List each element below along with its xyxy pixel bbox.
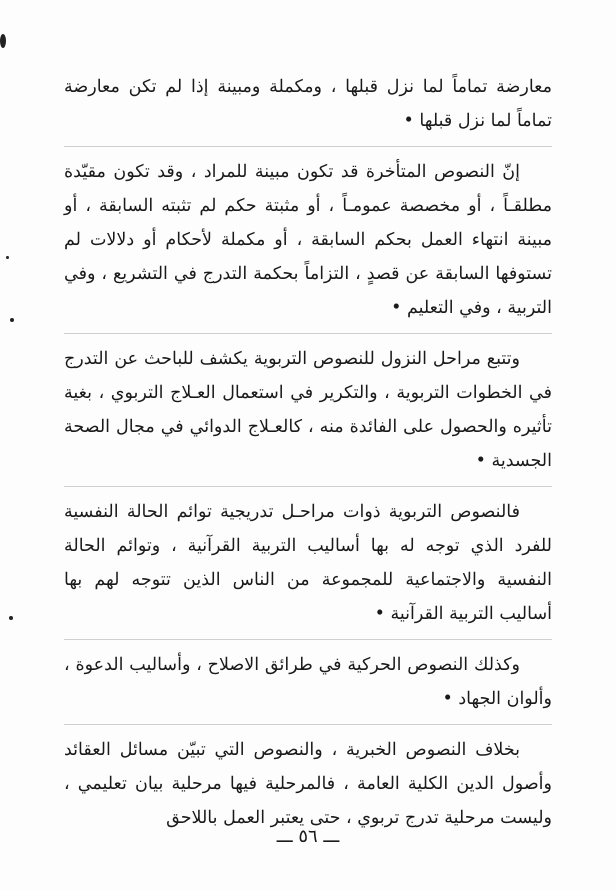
paragraph-4: فالنصوص التربوية ذوات مراحـل تدريجية توائم الحالة النفسية للفرد الذي توجه له بها أساليب التربية القرآنية ، وتوائم الحالة النفسية والاجتماعية للمجموعة من الناس الذين تتوجه لهم بها أساليب التربية القرآنية • bbox=[64, 495, 552, 640]
paragraph-2: إنّ النصوص المتأخرة قد تكون مبينة للمراد ، وقد تكون مقيّدة مطلقـاً ، أو مخصصة عمومـاً ، أو مثبتة حكم لم تثبته السابقة ، أو مبينة انتهاء العمل بحكم السابقة ، أو مكملة لأحكام أو دلالات لم تستوفها السابقة عن قصدٍ ، التزاماً بحكمة التدرج في التشريع ، وفي التربية ، وفي التعليم • bbox=[64, 155, 552, 334]
scan-mark bbox=[10, 318, 14, 322]
paragraph-1: معارضة تماماً لما نزل قبلها ، ومكملة ومبينة إذا لم تكن معارضة تماماً لما نزل قبلها • bbox=[64, 70, 552, 147]
paragraph-6: بخلاف النصوص الخبرية ، والنصوص التي تبيّن مسائل العقائد وأصول الدين الكلية العامة ، فالمرحلية فيها مرحلية بيان تعليمي ، وليست مرحلية تدرج تربوي ، حتى يعتبر العمل باللاحق bbox=[64, 740, 552, 828]
paragraph-3: وتتبع مراحل النزول للنصوص التربوية يكشف للباحث عن التدرج في الخطوات التربوية ، والتكرير في استعمال العـلاج التربوي ، بغية تأثيره والحصول على الفائدة منه ، كالعـلاج الدوائي في مجال الصحة الجسدية • bbox=[64, 342, 552, 487]
paragraph-5: وكذلك النصوص الحركية في طرائق الاصلاح ، وأساليب الدعوة ، وألوان الجهاد • bbox=[64, 648, 552, 725]
scan-mark bbox=[0, 34, 6, 48]
body-text bbox=[64, 70, 552, 851]
page-number: ـــ ٥٦ ـــ bbox=[276, 826, 340, 847]
scan-mark bbox=[9, 616, 13, 620]
scan-mark bbox=[6, 256, 9, 259]
